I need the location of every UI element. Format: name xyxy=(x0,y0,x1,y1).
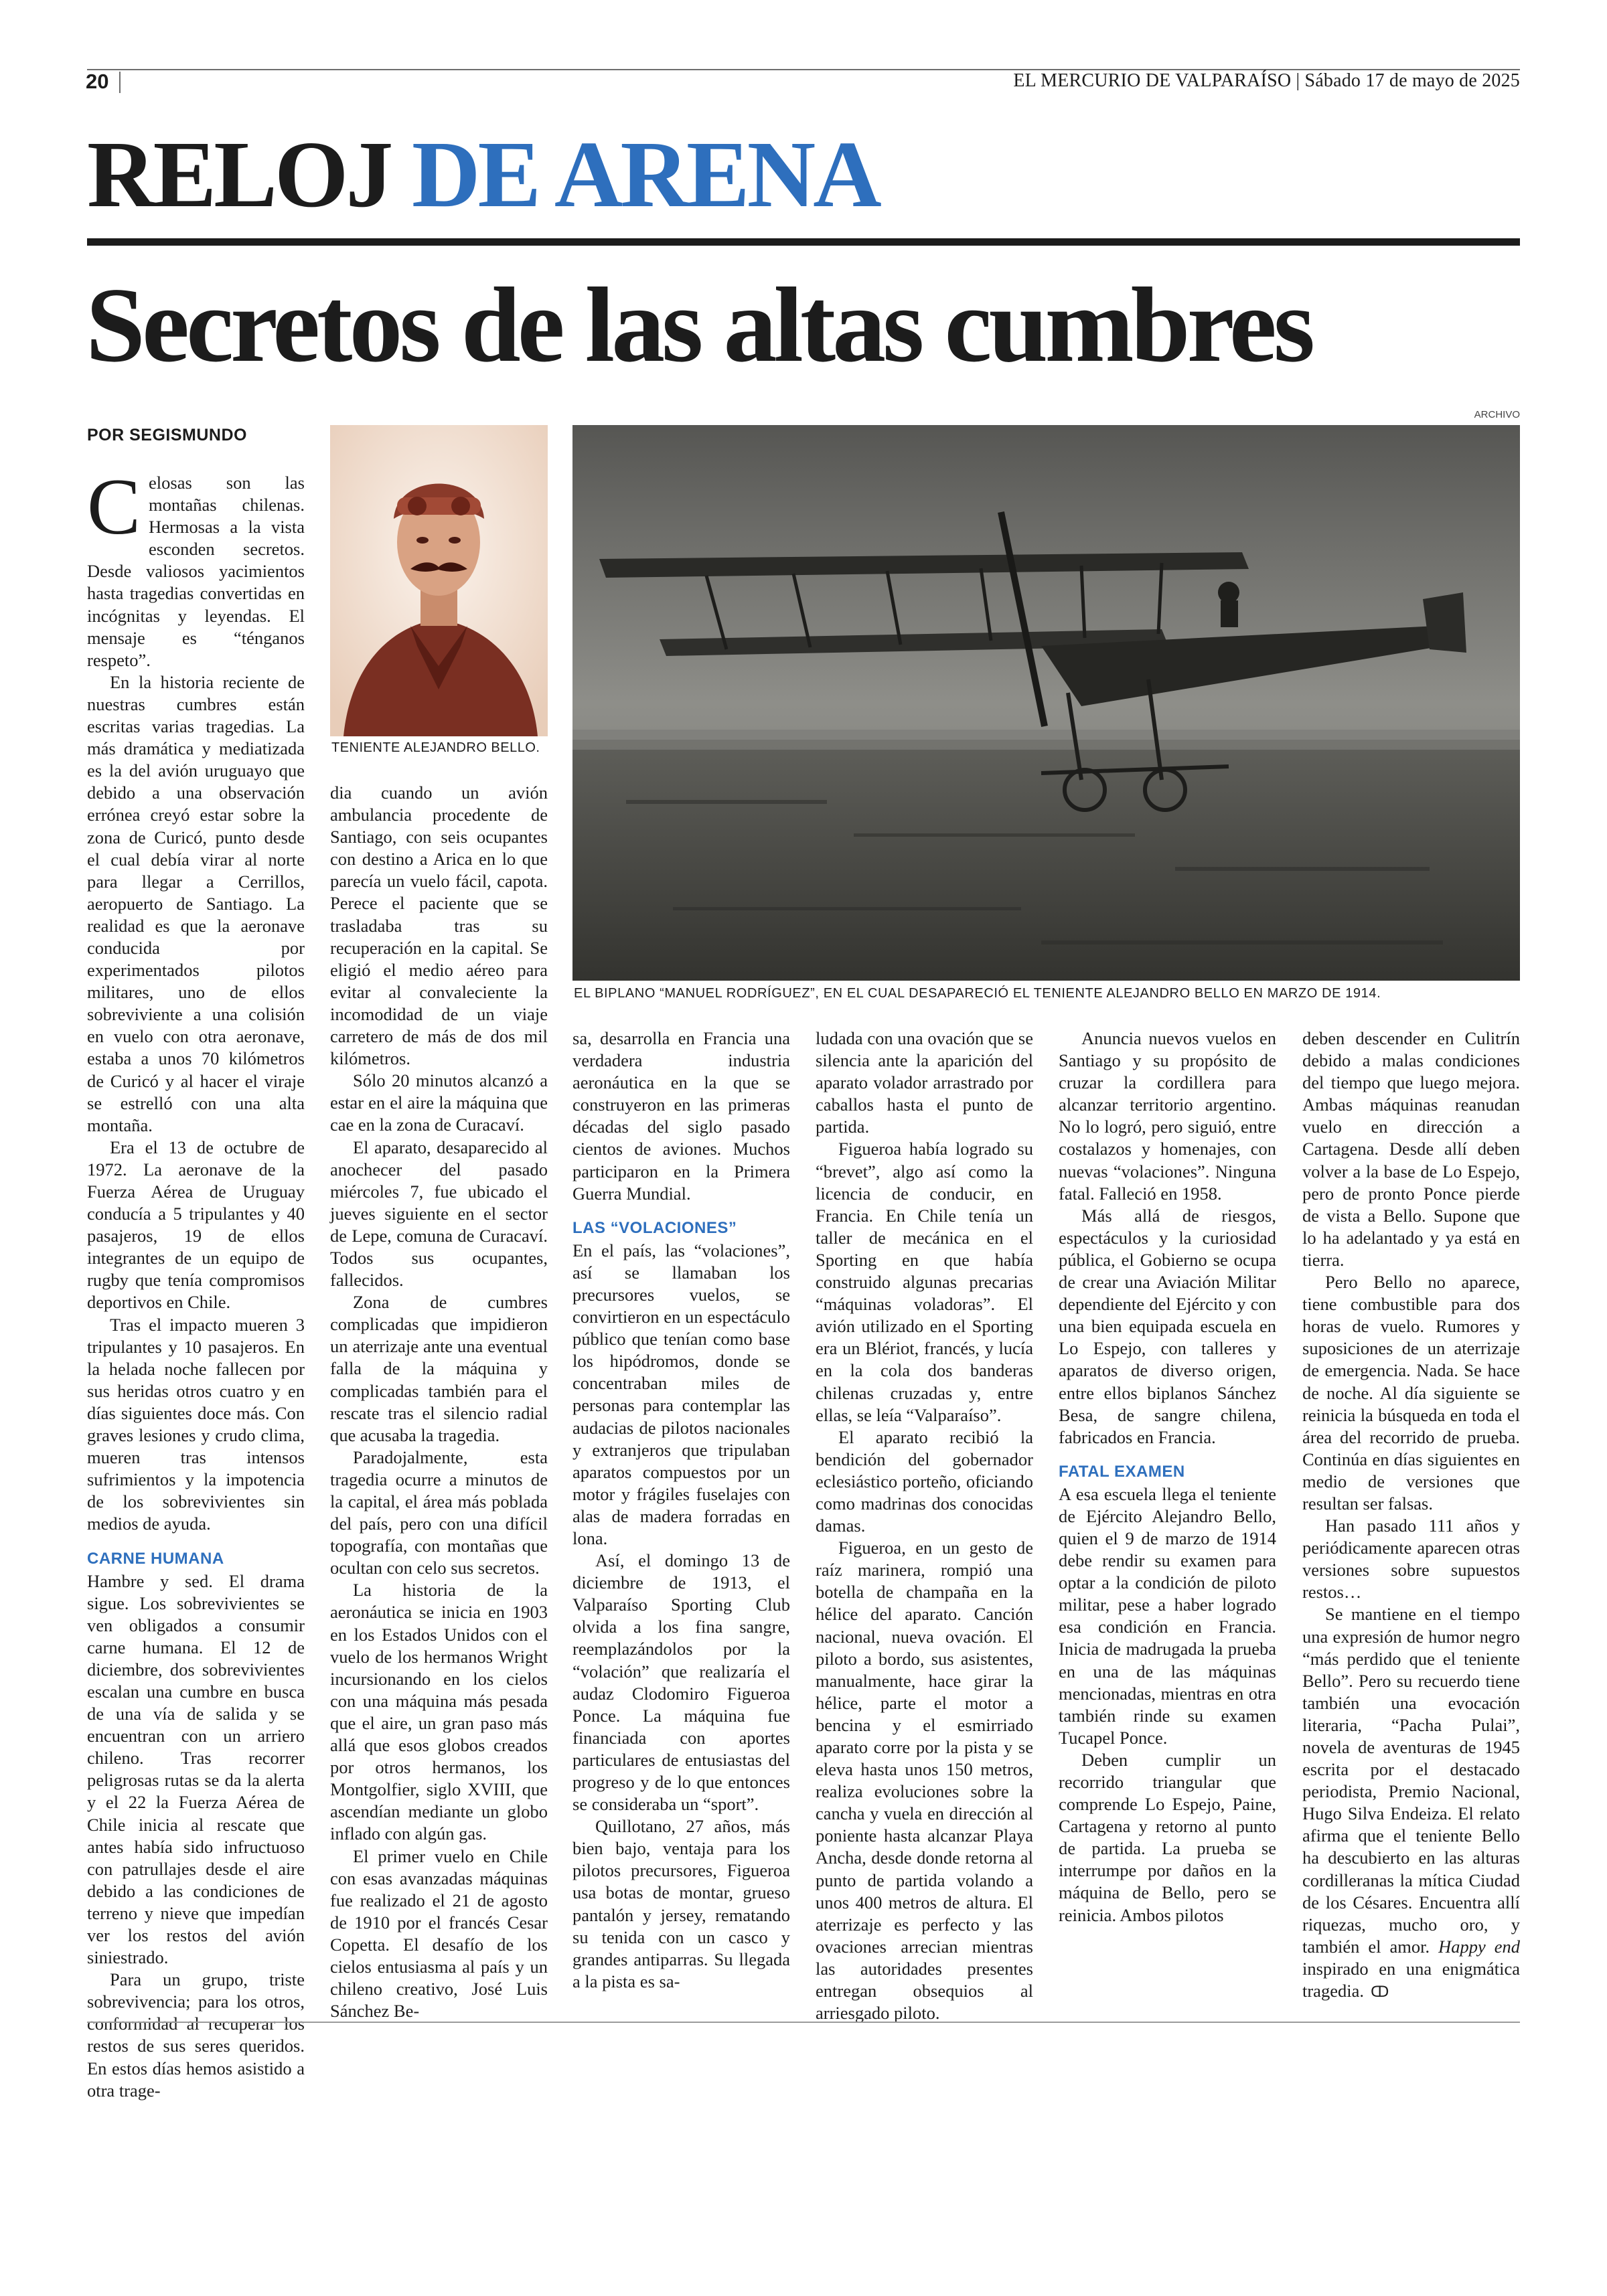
paragraph: Pero Bello no aparece, tiene combustible para dos horas de vuelo. Rumores y suposiciones de un aterrizaje de emergencia. Nada. Se hace de noche. Al día siguiente se reinicia la búsqueda en toda el área del recorrido de prueba. Continúa en días siguientes en medio de versiones que resultan ser falsas. xyxy=(1302,1272,1520,1513)
portrait-illustration xyxy=(330,425,548,736)
paragraph: Hambre y sed. El drama sigue. Los sobrevivientes se ven obligados a consumir carne humana. El 12 de diciembre, dos sobrevivientes escalan una cumbre en busca de una vía de salida y se encuentran con un arriero chileno. Tras recorrer peligrosas rutas se da la alerta y el 22 la Fuerza Aérea de Chile inicia al rescate que antes había sido infructuoso con patrullajes desde el aire debido a las condiciones de terreno y nieve que impedían ver los restos del avión siniestrado. xyxy=(87,1570,305,1968)
paragraph: Anuncia nuevos vuelos en Santiago y su propósito de cruzar la cordillera para alcanzar territorio argentino. No lo logró, pero siguió, entre costalazos y homenajes, con nuevas “volaciones”. Ninguna fatal. Falleció en 1958. xyxy=(1059,1028,1276,1204)
subhead-carne-humana: CARNE HUMANA xyxy=(87,1549,224,1568)
paragraph: Para un grupo, triste sobrevivencia; para los otros, conformidad al recuperar los restos de sus seres queridos. En estos días hemos asistido a otra trage- xyxy=(87,1969,305,2101)
biplane-photo xyxy=(572,425,1520,981)
headline: Secretos de las altas cumbres xyxy=(86,265,1312,384)
paragraph: En el país, las “volaciones”, así se llamaban los precursores vuelos, se convirtieron en un espectáculo público que tenían como base los hipódromos, donde se concentraban miles de personas para contemplar las audacias de pilotos nacionales y extranjeros que tripulaban aparatos compuestos por un motor y frágiles fuselajes con alas de madera forradas en lona. xyxy=(572,1240,790,1548)
paragraph-text: elosas son las montañas chilenas. Hermosas a la vista esconden secretos. Desde valiosos yacimientos hasta tragedias convertidas en incógnitas y leyendas. El mensaje es “ténganos respeto”. xyxy=(87,473,305,670)
paragraph: Deben cumplir un recorrido triangular que comprende Lo Espejo, Paine, Cartagena y retorno al punto de partida. La prueba se interrumpe por daños en la máquina de Bello, pero se reinicia. Ambos pilotos xyxy=(1059,1749,1276,1925)
paragraph-text: inspirado en una enigmática tragedia. xyxy=(1302,1958,1520,2001)
page-number-divider xyxy=(119,72,121,93)
paragraph: Figueroa había logrado su “brevet”, algo así como la licencia de conducir, en Francia. En Chile tenía un taller de mecánica en el Sporting en que había construido algunas precarias “máquinas voladoras”. El avión utilizado en el Sporting era un Blériot, francés, y lucía en la cola dos banderas chilenas cruzadas y, entre ellas, se leía “Valparaíso”. xyxy=(816,1139,1033,1425)
paragraph: Sólo 20 minutos alcanzó a estar en el aire la máquina que cae en la zona de Curacaví. xyxy=(330,1070,548,1135)
paragraph: La historia de la aeronáutica se inicia en 1903 en los Estados Unidos con el vuelo de los hermanos Wright incursionando en los cielos con una máquina más pesada que el aire, un gran paso más allá que esos globos creados por otros hermanos, los Montgolfier, siglo XVIII, que ascendían mediante un globo inflado con algún gas. xyxy=(330,1580,548,1844)
paragraph: El primer vuelo en Chile con esas avanzadas máquinas fue realizado el 21 de agosto de 1910 por el francés Cesar Copetta. El desafío de los cielos entusiasma al país y un chileno creativo, José Luis Sánchez Be- xyxy=(330,1846,548,2022)
article-column-4 xyxy=(816,1028,1033,2024)
italic-text: Happy end xyxy=(1438,1936,1520,1957)
paragraph: En la historia reciente de nuestras cumbres están escritas varias tragedias. La más dramática y mediatizada es la del avión uruguayo que debido a una observación errónea creyó estar sobre la zona de Curicó, punto desde el cual debía virar al norte para llegar a Cerrillos, aeropuerto de Santiago. La realidad es que la aeronave conducida por experimentados pilotos militares, uno de ellos sobreviviente a una colisión en vuelo con otra aeronave, estaba a unos 70 kilómetros de Curicó y al hacer el viraje se estrelló con una alta montaña. xyxy=(87,671,305,1135)
paragraph: Era el 13 de octubre de 1972. La aeronave de la Fuerza Aérea de Uruguay conducía a 5 tripulantes y 40 pasajeros, 19 de ellos integrantes de un equipo de rugby que tenía compromisos deportivos en Chile. xyxy=(87,1137,305,1313)
article-column-1 xyxy=(87,462,305,2102)
paragraph: sa, desarrolla en Francia una verdadera industria aeronáutica en la que se construyeron en las primeras décadas del siglo pasado cientos de aviones. Muchos participaron en la Primera Guerra Mundial. xyxy=(572,1028,790,1204)
portrait-photo xyxy=(330,425,548,736)
paragraph xyxy=(87,462,305,671)
section-title xyxy=(87,121,879,227)
article-column-2 xyxy=(330,782,548,2022)
photo-caption: EL BIPLANO “MANUEL RODRÍGUEZ”, EN EL CUAL DESAPARECIÓ EL TENIENTE ALEJANDRO BELLO EN MARZO DE 1914. xyxy=(574,986,1381,1001)
paragraph: El aparato, desaparecido al anochecer del pasado miércoles 7, fue ubicado el jueves siguiente en el sector de Lepe, comuna de Curacaví. Todos sus ocupantes, fallecidos. xyxy=(330,1137,548,1291)
bottom-rule xyxy=(87,2022,1520,2023)
portrait-caption: TENIENTE ALEJANDRO BELLO. xyxy=(331,740,540,755)
section-rule xyxy=(87,238,1520,246)
drop-cap: C xyxy=(87,462,141,551)
section-title-part2: DE ARENA xyxy=(411,121,879,227)
paragraph: A esa escuela llega el teniente de Ejército Alejandro Bello, quien el 9 de marzo de 1914 debe rendir su examen para optar a la condición de piloto militar, pese a haber logrado esa condición en Francia. Inicia de madrugada la prueba en una de las máquinas mencionadas, mientras en otra también rinde su examen Tucapel Ponce. xyxy=(1059,1483,1276,1748)
subhead-fatal-examen: FATAL EXAMEN xyxy=(1059,1462,1185,1481)
paragraph: ludada con una ovación que se silencia ante la aparición del aparato volador arrastrado por caballos hasta el punto de partida. xyxy=(816,1028,1033,1137)
paragraph xyxy=(1302,1603,1520,2003)
paragraph: Así, el domingo 13 de diciembre de 1913, el Valparaíso Sporting Club olvida a los fina sangre, reemplazándolos por la “volación” que realizaría el audaz Clodomiro Figueroa Ponce. La máquina fue financiada con aportes particulares de entusiastas del progreso y de lo que entonces se consideraba un “sport”. xyxy=(572,1550,790,1815)
paragraph: Zona de cumbres complicadas que impidieron un aterrizaje ante una eventual falla de la máquina y complicadas también para el rescate tras el silencio radial que acusaba la tragedia. xyxy=(330,1292,548,1445)
paragraph: Figueroa, en un gesto de raíz marinera, rompió una botella de champaña en la hélice del aparato. Canción nacional, nueva ovación. El piloto a bordo, sus asistentes, manualmente, hace girar la hélice, parte el motor a bencina y el esmirriado aparato corre por la pista y se eleva hasta unos 150 metros, realiza evoluciones sobre la cancha y vuela en dirección al poniente hasta alcanzar Playa Ancha, desde donde retorna al punto de partida volando a unos 400 metros de altura. El aterrizaje es perfecto y las ovaciones arrecian mientras las autoridades presentes entregan obsequios al arriesgado piloto. xyxy=(816,1538,1033,2024)
paragraph: Quillotano, 27 años, más bien bajo, ventaja para los pilotos precursores, Figueroa usa botas de montar, grueso pantalón y jersey, rematando su tenida con un casco y grandes antiparras. Su llegada a la pista es sa- xyxy=(572,1816,790,1991)
paragraph: Más allá de riesgos, espectáculos y la curiosidad pública, el Gobierno se ocupa de crear una Aviación Militar dependiente del Ejército y con una bien equipada escuela en Lo Espejo, con talleres y aparatos de diverso origen, entre ellos biplanos Sánchez Besa, de sangre chilena, fabricados en Francia. xyxy=(1059,1205,1276,1447)
article-column-3 xyxy=(572,1028,790,1993)
paragraph: Han pasado 111 años y periódicamente aparecen otras versiones sobre supuestos restos… xyxy=(1302,1515,1520,1603)
photo-credit: ARCHIVO xyxy=(1474,409,1520,420)
paragraph: dia cuando un avión ambulancia procedente de Santiago, con seis ocupantes con destino a Arica en lo que parecía un vuelo fácil, capota. Perece el paciente que se trasladaba tras su recuperación en la capital. Se eligió el medio aéreo para evitar al convaleciente la incomodidad de un viaje carretero de más de dos mil kilómetros. xyxy=(330,783,548,1069)
paragraph: Tras el impacto mueren 3 tripulantes y 10 pasajeros. En la helada noche fallecen por sus heridas otros cuatro y en días siguientes doce más. Con graves lesiones y crudo clima, mueren tras intensos sufrimientos y la impotencia de los sobrevivientes sin medios de ayuda. xyxy=(87,1314,305,1534)
publication-dateline: EL MERCURIO DE VALPARAÍSO | Sábado 17 de mayo de 2025 xyxy=(1013,70,1520,91)
page-number: 20 xyxy=(86,70,109,93)
paragraph-text: Se mantiene en el tiempo una expresión de humor negro “más perdido que el teniente Bello”. Pero su recuerdo tiene también una evocación literaria, “Pacha Pulai”, novela de aventuras de 1945 escrita por el destacado periodista, Premio Nacional, Hugo Silva Endeiza. El relato afirma que el teniente Bello ha descubierto en las alturas cordilleranas la mítica Ciudad de los Césares. Encuentra allí riquezas, mucho oro, y también el amor. xyxy=(1302,1604,1520,1957)
subhead-volaciones: LAS “VOLACIONES” xyxy=(572,1218,737,1237)
paragraph: El aparato recibió la bendición del gobernador eclesiástico porteño, oficiando como madrinas dos conocidas damas. xyxy=(816,1426,1033,1536)
byline: POR SEGISMUNDO xyxy=(87,426,247,444)
article-column-6 xyxy=(1302,1028,1520,2003)
paragraph: deben descender en Culitrín debido a malas condiciones del tiempo que luego mejora. Ambas máquinas reanudan vuelo en dirección a Cartagena. Desde allí deben volver a la base de Lo Espejo, pero de pronto Ponce pierde de vista a Bello. Supone que lo ha adelantado y ya está en tierra. xyxy=(1302,1028,1520,1270)
end-mark-icon: ↀ xyxy=(1370,1984,1389,2001)
paragraph: Paradojalmente, esta tragedia ocurre a minutos de la capital, el área más poblada del país, pero con una difícil topografía, con montañas que ocultan con celo sus secretos. xyxy=(330,1447,548,1578)
article-column-5 xyxy=(1059,1028,1276,1926)
biplane-illustration xyxy=(572,425,1520,981)
section-title-part1: RELOJ xyxy=(87,121,391,227)
